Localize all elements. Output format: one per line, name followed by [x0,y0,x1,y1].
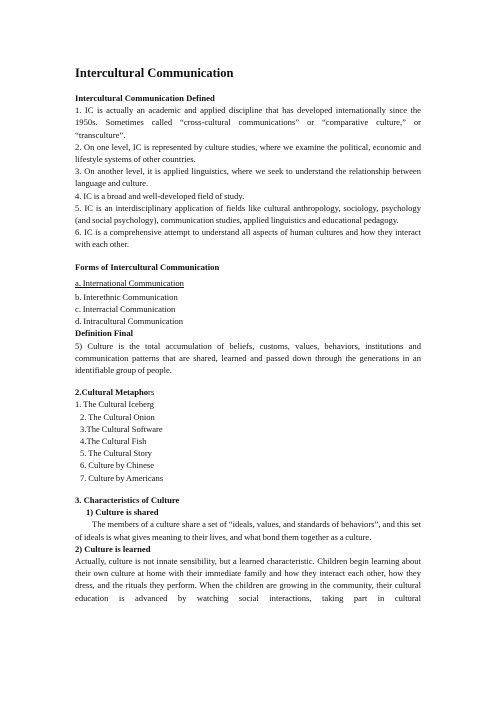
defined-item-6: 6. IC is a comprehensive attempt to understand all aspects of human cultures and how they interact with each other. [75,227,421,250]
metaphor-item-story: 5. The Cultural Story [80,448,152,459]
culture-shared-text: The members of a culture share a set of “ideals, values, and standards of behaviors”, and this set of ideals is what gives meaning to their lives, and what bond them together as a culture. [75,519,421,542]
defined-item-5: 5. IC is an interdisciplinary application of fields like cultural anthropology, sociology, psychology (and social psychology), communication studies, applied linguistics and educational pedagogy. [75,202,421,226]
defined-item-3: 3. On another level, it is applied linguistics, where we seek to understand the relationship between language and culture. [75,166,421,189]
section-heading-definition-final: Definition Final [75,328,134,339]
document-title: Intercultural Communication [75,66,234,80]
section-heading-ic-defined: Intercultural Communication Defined [75,93,215,103]
forms-item-interracial: c. Interracial Communication [75,304,176,315]
metaphor-item-iceberg: 1. The Cultural Iceberg [75,399,154,410]
forms-item-intracultural: d. Intracultural Communication [75,316,183,327]
metaphors-heading-main: 2.Cultural Metapho [75,387,149,398]
metaphor-item-americans: 7. Culture by Americans [80,472,164,483]
metaphors-heading-tail: rs [148,387,155,398]
document-page [75,66,421,604]
culture-learned-text: Actually, culture is not innate sensibility, but a learned characteristic. Children begin learning about their own culture at home with their immediate family and how they interact each other, how they dress, and the rituals they perform. When the children are growing in the community, their cultural education is advanced by watching social interactions, taking part in cultural [75,555,421,603]
definition-final-text: 5) Culture is the total accumulation of beliefs, customs, values, behaviors, institutions and communication patterns that are shared, learned and passed down through the generations in an identifiable group of people. [75,340,421,376]
forms-item-international: a. International Communication [75,277,184,288]
defined-item-1: 1. IC is actually an academic and applied discipline that has developed internationally since the 1950s. Sometimes called “cross-cultural communications” or “comparative culture,” or “transculture”. [75,105,421,140]
metaphor-item-software: 3.The Cultural Software [80,423,163,434]
section-heading-metaphors [75,386,421,398]
section-heading-forms: Forms of Intercultural Communication [75,261,220,272]
metaphor-item-onion: 2. The Cultural Onion [80,411,155,422]
section-heading-characteristics: 3. Characteristics of Culture [75,494,180,505]
metaphor-item-chinese: 6. Culture by Chinese [80,460,155,471]
forms-item-interethnic: b. Interethnic Communication [75,291,178,302]
metaphor-item-fish: 4.The Cultural Fish [80,436,147,447]
defined-item-2: 2. On one level, IC is represented by culture studies, where we examine the political, economic and lifestyle systems of other countries. [75,141,421,165]
subheading-culture-shared: 1) Culture is shared [86,507,159,518]
subheading-culture-learned: 2) Culture is learned [75,543,151,554]
defined-item-4: 4. IC is a broad and well-developed field of study. [75,190,245,201]
